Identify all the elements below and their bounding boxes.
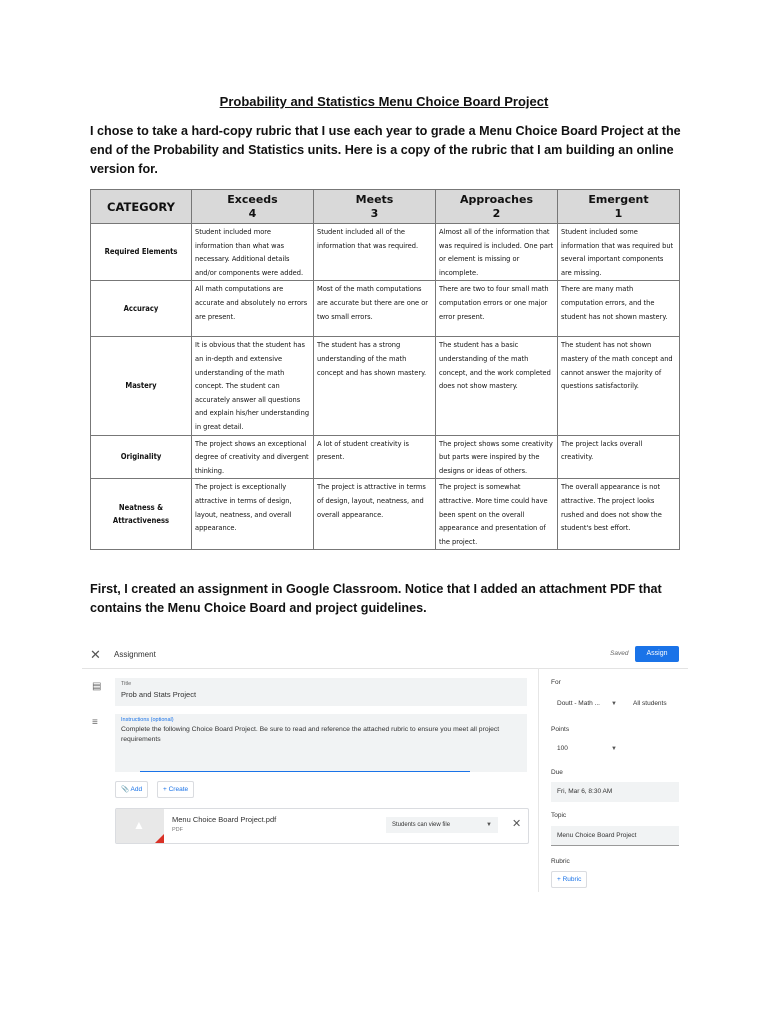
assignment-heading: Assignment xyxy=(114,650,156,659)
level-score: 4 xyxy=(248,206,257,220)
topic-value: Menu Choice Board Project xyxy=(557,832,637,839)
rubric-category-header: CATEGORY xyxy=(91,190,192,224)
level-name: Approaches xyxy=(459,192,534,206)
rubric-level-header xyxy=(436,190,558,224)
rubric-cell: The student has a basic understanding of the math concept, and the work completed does not show mastery. xyxy=(436,337,558,435)
intro-paragraph: I chose to take a hard-copy rubric that I use each year to grade a Menu Choice Board Project at the end of the Probability and Statistics units. Here is a copy of the rubric that I am building an online version for. xyxy=(90,124,681,176)
rubric-table xyxy=(90,189,680,550)
caret-down-icon: ▼ xyxy=(486,822,492,828)
level-name: Emergent xyxy=(588,192,649,206)
add-button[interactable] xyxy=(115,781,148,798)
plus-icon: + xyxy=(163,786,167,793)
pdf-corner-badge xyxy=(155,834,164,843)
rubric-cell: The project is attractive in terms of design, layout, neatness, and overall appearance. xyxy=(314,479,436,550)
permission-value: Students can view file xyxy=(392,822,451,828)
plus-icon: + xyxy=(557,876,561,883)
caret-down-icon: ▼ xyxy=(611,701,617,707)
caret-down-icon: ▼ xyxy=(611,746,617,752)
rubric-row xyxy=(91,224,680,281)
for-label: For xyxy=(551,679,561,686)
drive-icon: ▲ xyxy=(133,818,145,832)
rubric-row-category: Required Elements xyxy=(91,224,192,281)
rubric-row-category: Originality xyxy=(91,435,192,479)
rubric-cell: The project lacks overall creativity. xyxy=(558,435,680,479)
close-icon[interactable]: ✕ xyxy=(90,647,101,662)
rubric-row xyxy=(91,479,680,550)
add-rubric-button[interactable] xyxy=(551,871,587,888)
rubric-row xyxy=(91,435,680,479)
assignment-topbar xyxy=(82,640,688,669)
title-label: Title xyxy=(121,681,132,687)
level-score: 2 xyxy=(492,206,501,220)
points-select[interactable] xyxy=(551,739,619,759)
create-button[interactable] xyxy=(157,781,194,798)
rubric-button-label: Rubric xyxy=(562,876,582,883)
rubric-cell: Student included more information than what was necessary. Additional details and/or components were added. xyxy=(192,224,314,281)
rubric-cell: There are many math computation errors, and the student has not shown mastery. xyxy=(558,281,680,337)
saved-status: Saved xyxy=(610,650,629,657)
rubric-row xyxy=(91,337,680,435)
rubric-level-header xyxy=(192,190,314,224)
instructions-label: Instructions (optional) xyxy=(121,717,174,723)
due-value: Fri, Mar 6, 8:30 AM xyxy=(557,788,613,795)
rubric-cell: The student has a strong understanding of the math concept and has shown mastery. xyxy=(314,337,436,435)
rubric-cell: All math computations are accurate and absolutely no errors are present. xyxy=(192,281,314,337)
clipboard-icon: ▤ xyxy=(92,681,102,692)
document-title: Probability and Statistics Menu Choice Board Project xyxy=(219,94,549,109)
assignment-sidebar xyxy=(538,668,688,892)
attachment-type: PDF xyxy=(172,827,183,833)
points-value: 100 xyxy=(557,745,568,752)
title-field[interactable] xyxy=(115,678,527,706)
rubric-cell: The overall appearance is not attractive. The project looks rushed and does not show the student's best effort. xyxy=(558,479,680,550)
level-score: 1 xyxy=(614,206,623,220)
rubric-cell: Student included some information that was required but several important components are missing. xyxy=(558,224,680,281)
notes-icon: ≡ xyxy=(92,717,98,728)
level-name: Exceeds xyxy=(227,192,278,206)
assign-button[interactable]: Assign xyxy=(635,646,679,662)
instructions-field[interactable] xyxy=(115,714,527,772)
pdf-thumbnail xyxy=(116,809,164,843)
rubric-cell: A lot of student creativity is present. xyxy=(314,435,436,479)
due-select[interactable] xyxy=(551,782,679,802)
permission-select[interactable] xyxy=(386,817,498,833)
instructions-value: Complete the following Choice Board Project. Be sure to read and reference the attached rubric to ensure you meet all project requirements xyxy=(121,726,500,743)
add-label: Add xyxy=(130,786,143,793)
rubric-cell: The project is exceptionally attractive in terms of design, layout, neatness, and overall appearance. xyxy=(192,479,314,550)
rubric-level-header xyxy=(314,190,436,224)
points-label: Points xyxy=(551,726,570,733)
level-score: 3 xyxy=(370,206,379,220)
rubric-level-header xyxy=(558,190,680,224)
attachment-filename: Menu Choice Board Project.pdf xyxy=(172,815,277,824)
due-label: Due xyxy=(551,769,563,776)
attachment-card[interactable] xyxy=(115,808,529,844)
rubric-cell: Almost all of the information that was required is included. One part or element is missing or incomplete. xyxy=(436,224,558,281)
classroom-screenshot xyxy=(82,640,688,892)
topic-label: Topic xyxy=(551,812,567,819)
students-value: All students xyxy=(633,700,667,707)
paperclip-icon: 📎 xyxy=(121,786,130,793)
rubric-label: Rubric xyxy=(551,858,570,865)
rubric-cell: Most of the math computations are accurate but there are one or two small errors. xyxy=(314,281,436,337)
create-label: Create xyxy=(168,786,189,793)
rubric-cell: The project is somewhat attractive. More time could have been spent on the overall appearance and presentation of the project. xyxy=(436,479,558,550)
remove-attachment-icon[interactable]: ✕ xyxy=(512,818,522,830)
rubric-cell: The project shows some creativity but parts were inspired by the designs or ideas of others. xyxy=(436,435,558,479)
rubric-cell: It is obvious that the student has an in-depth and extensive understanding of the math concept. The student can accurately answer all questions and explain his/her understanding in great detail. xyxy=(192,337,314,435)
rubric-cell: There are two to four small math computation errors or one major error present. xyxy=(436,281,558,337)
second-paragraph: First, I created an assignment in Google Classroom. Notice that I added an attachment PDF that contains the Menu Choice Board and project guidelines. xyxy=(90,582,662,615)
class-value: Doutt - Math ... xyxy=(557,700,600,707)
rubric-row-category: Mastery xyxy=(91,337,192,435)
class-select[interactable] xyxy=(551,694,619,714)
rubric-row-category: Accuracy xyxy=(91,281,192,337)
rubric-row xyxy=(91,281,680,337)
students-select[interactable] xyxy=(627,694,679,714)
topic-field[interactable] xyxy=(551,826,679,846)
focus-underline xyxy=(140,771,470,772)
rubric-cell: The project shows an exceptional degree of creativity and divergent thinking. xyxy=(192,435,314,479)
rubric-header-row xyxy=(91,190,680,224)
title-value: Prob and Stats Project xyxy=(121,690,197,699)
rubric-row-category: Neatness & Attractiveness xyxy=(91,479,192,550)
level-name: Meets xyxy=(355,192,394,206)
rubric-cell: Student included all of the information that was required. xyxy=(314,224,436,281)
rubric-cell: The student has not shown mastery of the math concept and cannot answer the majority of questions satisfactorily. xyxy=(558,337,680,435)
